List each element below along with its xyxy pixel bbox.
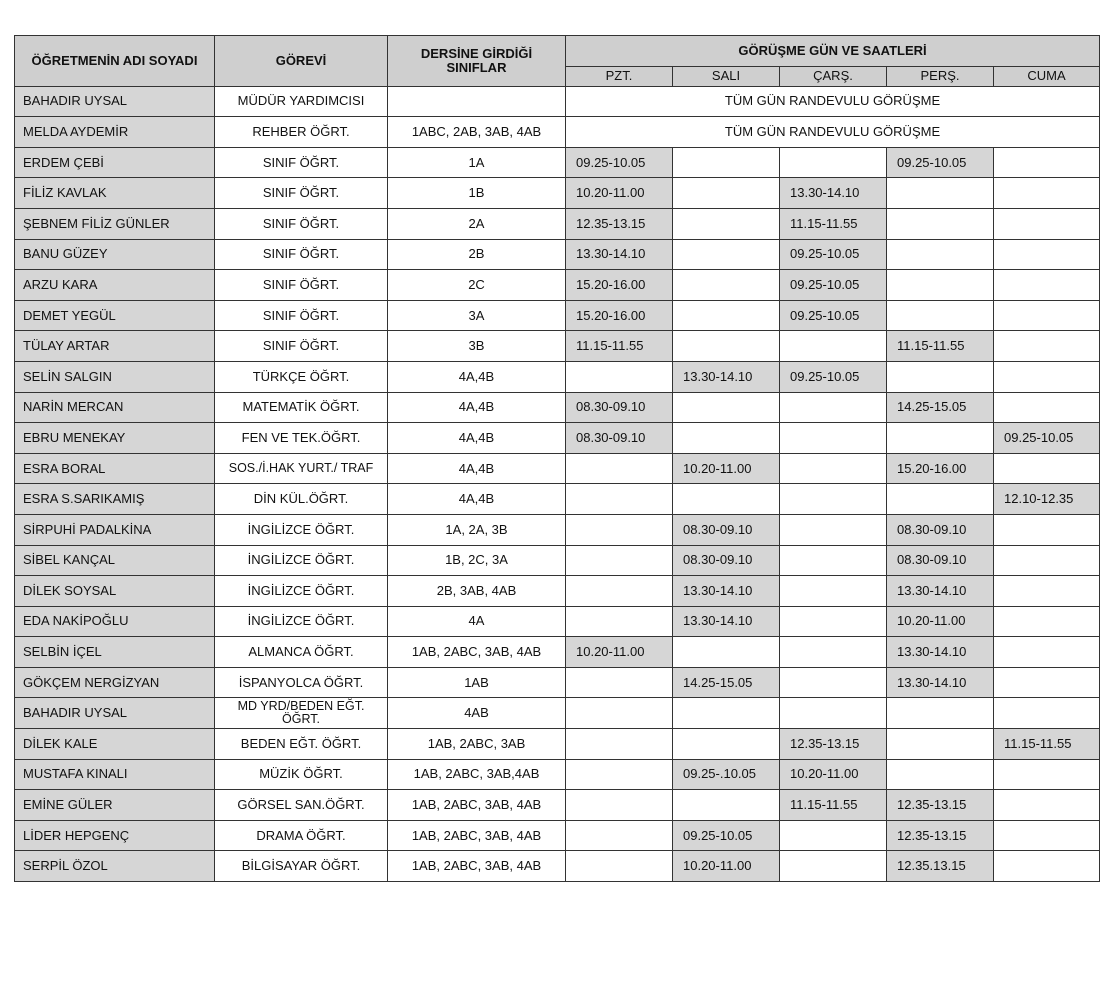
classes-cell: 1AB, 2ABC, 3AB, 4AB: [388, 851, 566, 882]
classes-cell: 1AB, 2ABC, 3AB,4AB: [388, 759, 566, 790]
teacher-name-cell: ESRA BORAL: [15, 453, 215, 484]
time-slot-wed: [780, 637, 887, 668]
teacher-name-cell: EDA NAKİPOĞLU: [15, 606, 215, 637]
time-slot-tue: [673, 637, 780, 668]
role-cell: SINIF ÖĞRT.: [215, 239, 388, 270]
time-slot-fri: [994, 178, 1100, 209]
role-cell: İNGİLİZCE ÖĞRT.: [215, 514, 388, 545]
time-slot-mon: [566, 667, 673, 698]
role-cell: SOS./İ.HAK YURT./ TRAF: [215, 453, 388, 484]
time-slot-mon: [566, 851, 673, 882]
time-slot-tue: 08.30-09.10: [673, 514, 780, 545]
time-slot-thu: [887, 698, 994, 729]
teacher-name-cell: SELBİN İÇEL: [15, 637, 215, 668]
time-slot-thu: 10.20-11.00: [887, 606, 994, 637]
time-slot-thu: 13.30-14.10: [887, 667, 994, 698]
time-slot-tue: [673, 331, 780, 362]
time-slot-mon: [566, 576, 673, 607]
teacher-name-cell: LİDER HEPGENÇ: [15, 820, 215, 851]
time-slot-tue: 13.30-14.10: [673, 606, 780, 637]
time-slot-wed: 11.15-11.55: [780, 790, 887, 821]
time-slot-wed: [780, 606, 887, 637]
time-slot-mon: [566, 361, 673, 392]
teacher-name-cell: ARZU KARA: [15, 270, 215, 301]
table-row: [15, 86, 1100, 117]
header-day-fri: CUMA: [994, 66, 1100, 86]
time-slot-mon: [566, 790, 673, 821]
table-row: [15, 820, 1100, 851]
role-cell: İNGİLİZCE ÖĞRT.: [215, 545, 388, 576]
time-slot-thu: [887, 270, 994, 301]
time-slot-fri: [994, 208, 1100, 239]
time-slot-wed: [780, 576, 887, 607]
header-day-tue: SALI: [673, 66, 780, 86]
classes-cell: 1AB, 2ABC, 3AB: [388, 729, 566, 760]
role-cell: MATEMATİK ÖĞRT.: [215, 392, 388, 423]
header-role: GÖREVİ: [215, 36, 388, 87]
time-slot-thu: 08.30-09.10: [887, 545, 994, 576]
table-row: [15, 729, 1100, 760]
time-slot-mon: 13.30-14.10: [566, 239, 673, 270]
time-slot-fri: [994, 851, 1100, 882]
time-slot-fri: [994, 361, 1100, 392]
header-classes: DERSİNE GİRDİĞİ SINIFLAR: [388, 36, 566, 87]
table-row: [15, 667, 1100, 698]
classes-cell: 4A,4B: [388, 484, 566, 515]
classes-cell: 1B: [388, 178, 566, 209]
time-slot-fri: 12.10-12.35: [994, 484, 1100, 515]
table-row: [15, 851, 1100, 882]
time-slot-tue: 10.20-11.00: [673, 851, 780, 882]
role-cell: İNGİLİZCE ÖĞRT.: [215, 606, 388, 637]
time-slot-mon: 10.20-11.00: [566, 637, 673, 668]
table-row: [15, 484, 1100, 515]
time-slot-mon: [566, 729, 673, 760]
role-cell: DRAMA ÖĞRT.: [215, 820, 388, 851]
time-slot-wed: [780, 698, 887, 729]
classes-cell: 2C: [388, 270, 566, 301]
time-slot-wed: 11.15-11.55: [780, 208, 887, 239]
header-meeting-schedule: GÖRÜŞME GÜN VE SAATLERİ: [566, 36, 1100, 67]
time-slot-fri: [994, 514, 1100, 545]
table-row: [15, 759, 1100, 790]
time-slot-mon: [566, 606, 673, 637]
time-slot-fri: [994, 790, 1100, 821]
time-slot-thu: [887, 208, 994, 239]
table-row: [15, 606, 1100, 637]
time-slot-tue: [673, 729, 780, 760]
role-cell: TÜRKÇE ÖĞRT.: [215, 361, 388, 392]
time-slot-wed: [780, 331, 887, 362]
teacher-name-cell: FİLİZ KAVLAK: [15, 178, 215, 209]
time-slot-tue: 10.20-11.00: [673, 453, 780, 484]
teacher-name-cell: DİLEK KALE: [15, 729, 215, 760]
time-slot-mon: 15.20-16.00: [566, 270, 673, 301]
time-slot-tue: [673, 423, 780, 454]
time-slot-tue: 09.25-.10.05: [673, 759, 780, 790]
time-slot-mon: [566, 545, 673, 576]
time-slot-fri: [994, 545, 1100, 576]
time-slot-fri: [994, 759, 1100, 790]
time-slot-mon: [566, 820, 673, 851]
teacher-name-cell: ERDEM ÇEBİ: [15, 147, 215, 178]
time-slot-fri: [994, 453, 1100, 484]
teacher-name-cell: MELDA AYDEMİR: [15, 117, 215, 148]
header-day-mon: PZT.: [566, 66, 673, 86]
time-slot-fri: [994, 300, 1100, 331]
time-slot-mon: 15.20-16.00: [566, 300, 673, 331]
classes-cell: 2A: [388, 208, 566, 239]
time-slot-mon: 12.35-13.15: [566, 208, 673, 239]
time-slot-fri: 09.25-10.05: [994, 423, 1100, 454]
teacher-name-cell: MUSTAFA KINALI: [15, 759, 215, 790]
time-slot-tue: [673, 147, 780, 178]
time-slot-thu: 13.30-14.10: [887, 576, 994, 607]
table-row: [15, 239, 1100, 270]
table-row: [15, 637, 1100, 668]
role-cell: GÖRSEL SAN.ÖĞRT.: [215, 790, 388, 821]
classes-cell: 2B: [388, 239, 566, 270]
time-slot-wed: [780, 545, 887, 576]
time-slot-wed: [780, 423, 887, 454]
time-slot-thu: 11.15-11.55: [887, 331, 994, 362]
time-slot-mon: 10.20-11.00: [566, 178, 673, 209]
time-slot-wed: 10.20-11.00: [780, 759, 887, 790]
table-row: [15, 698, 1100, 729]
time-slot-tue: 09.25-10.05: [673, 820, 780, 851]
teacher-name-cell: GÖKÇEM NERGİZYAN: [15, 667, 215, 698]
time-slot-wed: [780, 147, 887, 178]
classes-cell: 1A, 2A, 3B: [388, 514, 566, 545]
role-cell: REHBER ÖĞRT.: [215, 117, 388, 148]
time-slot-wed: [780, 820, 887, 851]
time-slot-fri: [994, 576, 1100, 607]
time-slot-thu: [887, 484, 994, 515]
time-slot-mon: [566, 759, 673, 790]
time-slot-fri: [994, 239, 1100, 270]
classes-cell: 4AB: [388, 698, 566, 729]
classes-cell: 4A: [388, 606, 566, 637]
teacher-name-cell: ESRA S.SARIKAMIŞ: [15, 484, 215, 515]
time-slot-tue: [673, 178, 780, 209]
table-row: [15, 423, 1100, 454]
time-slot-fri: 11.15-11.55: [994, 729, 1100, 760]
table-header: [15, 36, 1100, 87]
classes-cell: [388, 86, 566, 117]
time-slot-thu: 09.25-10.05: [887, 147, 994, 178]
time-slot-fri: [994, 606, 1100, 637]
teacher-name-cell: SERPİL ÖZOL: [15, 851, 215, 882]
time-slot-thu: [887, 759, 994, 790]
time-slot-wed: 09.25-10.05: [780, 270, 887, 301]
table-row: [15, 361, 1100, 392]
header-day-wed: ÇARŞ.: [780, 66, 887, 86]
time-slot-wed: [780, 392, 887, 423]
time-slot-wed: [780, 514, 887, 545]
role-cell: İNGİLİZCE ÖĞRT.: [215, 576, 388, 607]
teacher-name-cell: EBRU MENEKAY: [15, 423, 215, 454]
header-teacher-name: ÖĞRETMENİN ADI SOYADI: [15, 36, 215, 87]
time-slot-thu: 15.20-16.00: [887, 453, 994, 484]
teacher-name-cell: SİBEL KANÇAL: [15, 545, 215, 576]
table-row: [15, 514, 1100, 545]
time-slot-mon: [566, 453, 673, 484]
time-slot-thu: 12.35-13.15: [887, 820, 994, 851]
time-slot-fri: [994, 667, 1100, 698]
role-cell: SINIF ÖĞRT.: [215, 178, 388, 209]
meeting-schedule-table: [14, 35, 1100, 882]
time-slot-fri: [994, 392, 1100, 423]
time-slot-thu: [887, 423, 994, 454]
table-row: [15, 576, 1100, 607]
classes-cell: 4A,4B: [388, 392, 566, 423]
time-slot-fri: [994, 820, 1100, 851]
table-row: [15, 117, 1100, 148]
table-row: [15, 331, 1100, 362]
time-slot-tue: [673, 208, 780, 239]
time-slot-thu: [887, 729, 994, 760]
time-slot-mon: 08.30-09.10: [566, 423, 673, 454]
time-slot-mon: 09.25-10.05: [566, 147, 673, 178]
table-row: [15, 392, 1100, 423]
time-slot-wed: 09.25-10.05: [780, 239, 887, 270]
time-slot-wed: [780, 484, 887, 515]
classes-cell: 1AB, 2ABC, 3AB, 4AB: [388, 820, 566, 851]
role-cell: SINIF ÖĞRT.: [215, 270, 388, 301]
classes-cell: 1ABC, 2AB, 3AB, 4AB: [388, 117, 566, 148]
time-slot-wed: 12.35-13.15: [780, 729, 887, 760]
teacher-name-cell: BAHADIR UYSAL: [15, 698, 215, 729]
role-cell: SINIF ÖĞRT.: [215, 300, 388, 331]
time-slot-mon: [566, 698, 673, 729]
role-cell: ALMANCA ÖĞRT.: [215, 637, 388, 668]
role-cell: DİN KÜL.ÖĞRT.: [215, 484, 388, 515]
role-cell: SINIF ÖĞRT.: [215, 208, 388, 239]
time-slot-fri: [994, 331, 1100, 362]
classes-cell: 4A,4B: [388, 361, 566, 392]
classes-cell: 1A: [388, 147, 566, 178]
time-slot-fri: [994, 270, 1100, 301]
time-slot-wed: 13.30-14.10: [780, 178, 887, 209]
teacher-name-cell: SELİN SALGIN: [15, 361, 215, 392]
time-slot-mon: 08.30-09.10: [566, 392, 673, 423]
role-cell: BEDEN EĞT. ÖĞRT.: [215, 729, 388, 760]
table-body: [15, 86, 1100, 881]
time-slot-tue: [673, 300, 780, 331]
role-cell: BİLGİSAYAR ÖĞRT.: [215, 851, 388, 882]
time-slot-thu: 08.30-09.10: [887, 514, 994, 545]
role-cell: SINIF ÖĞRT.: [215, 331, 388, 362]
teacher-name-cell: EMİNE GÜLER: [15, 790, 215, 821]
table-row: [15, 178, 1100, 209]
teacher-name-cell: DİLEK SOYSAL: [15, 576, 215, 607]
table-row: [15, 270, 1100, 301]
classes-cell: 4A,4B: [388, 423, 566, 454]
classes-cell: 4A,4B: [388, 453, 566, 484]
time-slot-mon: [566, 514, 673, 545]
time-slot-tue: 13.30-14.10: [673, 361, 780, 392]
all-day-appointment-cell: TÜM GÜN RANDEVULU GÖRÜŞME: [566, 117, 1100, 148]
teacher-name-cell: NARİN MERCAN: [15, 392, 215, 423]
classes-cell: 1AB, 2ABC, 3AB, 4AB: [388, 790, 566, 821]
time-slot-tue: [673, 239, 780, 270]
time-slot-thu: 12.35.13.15: [887, 851, 994, 882]
role-cell: MÜZİK ÖĞRT.: [215, 759, 388, 790]
time-slot-tue: 14.25-15.05: [673, 667, 780, 698]
time-slot-tue: [673, 270, 780, 301]
time-slot-wed: [780, 851, 887, 882]
time-slot-wed: [780, 453, 887, 484]
classes-cell: 3B: [388, 331, 566, 362]
role-cell: MÜDÜR YARDIMCISI: [215, 86, 388, 117]
all-day-appointment-cell: TÜM GÜN RANDEVULU GÖRÜŞME: [566, 86, 1100, 117]
role-cell: FEN VE TEK.ÖĞRT.: [215, 423, 388, 454]
teacher-name-cell: TÜLAY ARTAR: [15, 331, 215, 362]
time-slot-thu: 13.30-14.10: [887, 637, 994, 668]
table-row: [15, 453, 1100, 484]
time-slot-thu: 12.35-13.15: [887, 790, 994, 821]
role-cell: İSPANYOLCA ÖĞRT.: [215, 667, 388, 698]
time-slot-thu: [887, 239, 994, 270]
time-slot-fri: [994, 147, 1100, 178]
time-slot-wed: 09.25-10.05: [780, 300, 887, 331]
classes-cell: 1AB, 2ABC, 3AB, 4AB: [388, 637, 566, 668]
teacher-name-cell: ŞEBNEM FİLİZ GÜNLER: [15, 208, 215, 239]
classes-cell: 3A: [388, 300, 566, 331]
classes-cell: 2B, 3AB, 4AB: [388, 576, 566, 607]
teacher-name-cell: BAHADIR UYSAL: [15, 86, 215, 117]
time-slot-thu: [887, 300, 994, 331]
table-row: [15, 208, 1100, 239]
table-row: [15, 545, 1100, 576]
time-slot-thu: 14.25-15.05: [887, 392, 994, 423]
time-slot-wed: 09.25-10.05: [780, 361, 887, 392]
classes-cell: 1B, 2C, 3A: [388, 545, 566, 576]
time-slot-thu: [887, 361, 994, 392]
time-slot-tue: 13.30-14.10: [673, 576, 780, 607]
time-slot-tue: [673, 484, 780, 515]
time-slot-tue: [673, 392, 780, 423]
time-slot-tue: [673, 698, 780, 729]
header-day-thu: PERŞ.: [887, 66, 994, 86]
teacher-name-cell: DEMET YEGÜL: [15, 300, 215, 331]
time-slot-mon: 11.15-11.55: [566, 331, 673, 362]
classes-cell: 1AB: [388, 667, 566, 698]
time-slot-fri: [994, 637, 1100, 668]
time-slot-thu: [887, 178, 994, 209]
table-row: [15, 300, 1100, 331]
table-row: [15, 790, 1100, 821]
time-slot-tue: 08.30-09.10: [673, 545, 780, 576]
role-cell: MD YRD/BEDEN EĞT. ÖĞRT.: [215, 698, 388, 729]
time-slot-tue: [673, 790, 780, 821]
teacher-name-cell: BANU GÜZEY: [15, 239, 215, 270]
time-slot-mon: [566, 484, 673, 515]
time-slot-wed: [780, 667, 887, 698]
role-cell: SINIF ÖĞRT.: [215, 147, 388, 178]
teacher-name-cell: SİRPUHİ PADALKİNA: [15, 514, 215, 545]
table-row: [15, 147, 1100, 178]
time-slot-fri: [994, 698, 1100, 729]
